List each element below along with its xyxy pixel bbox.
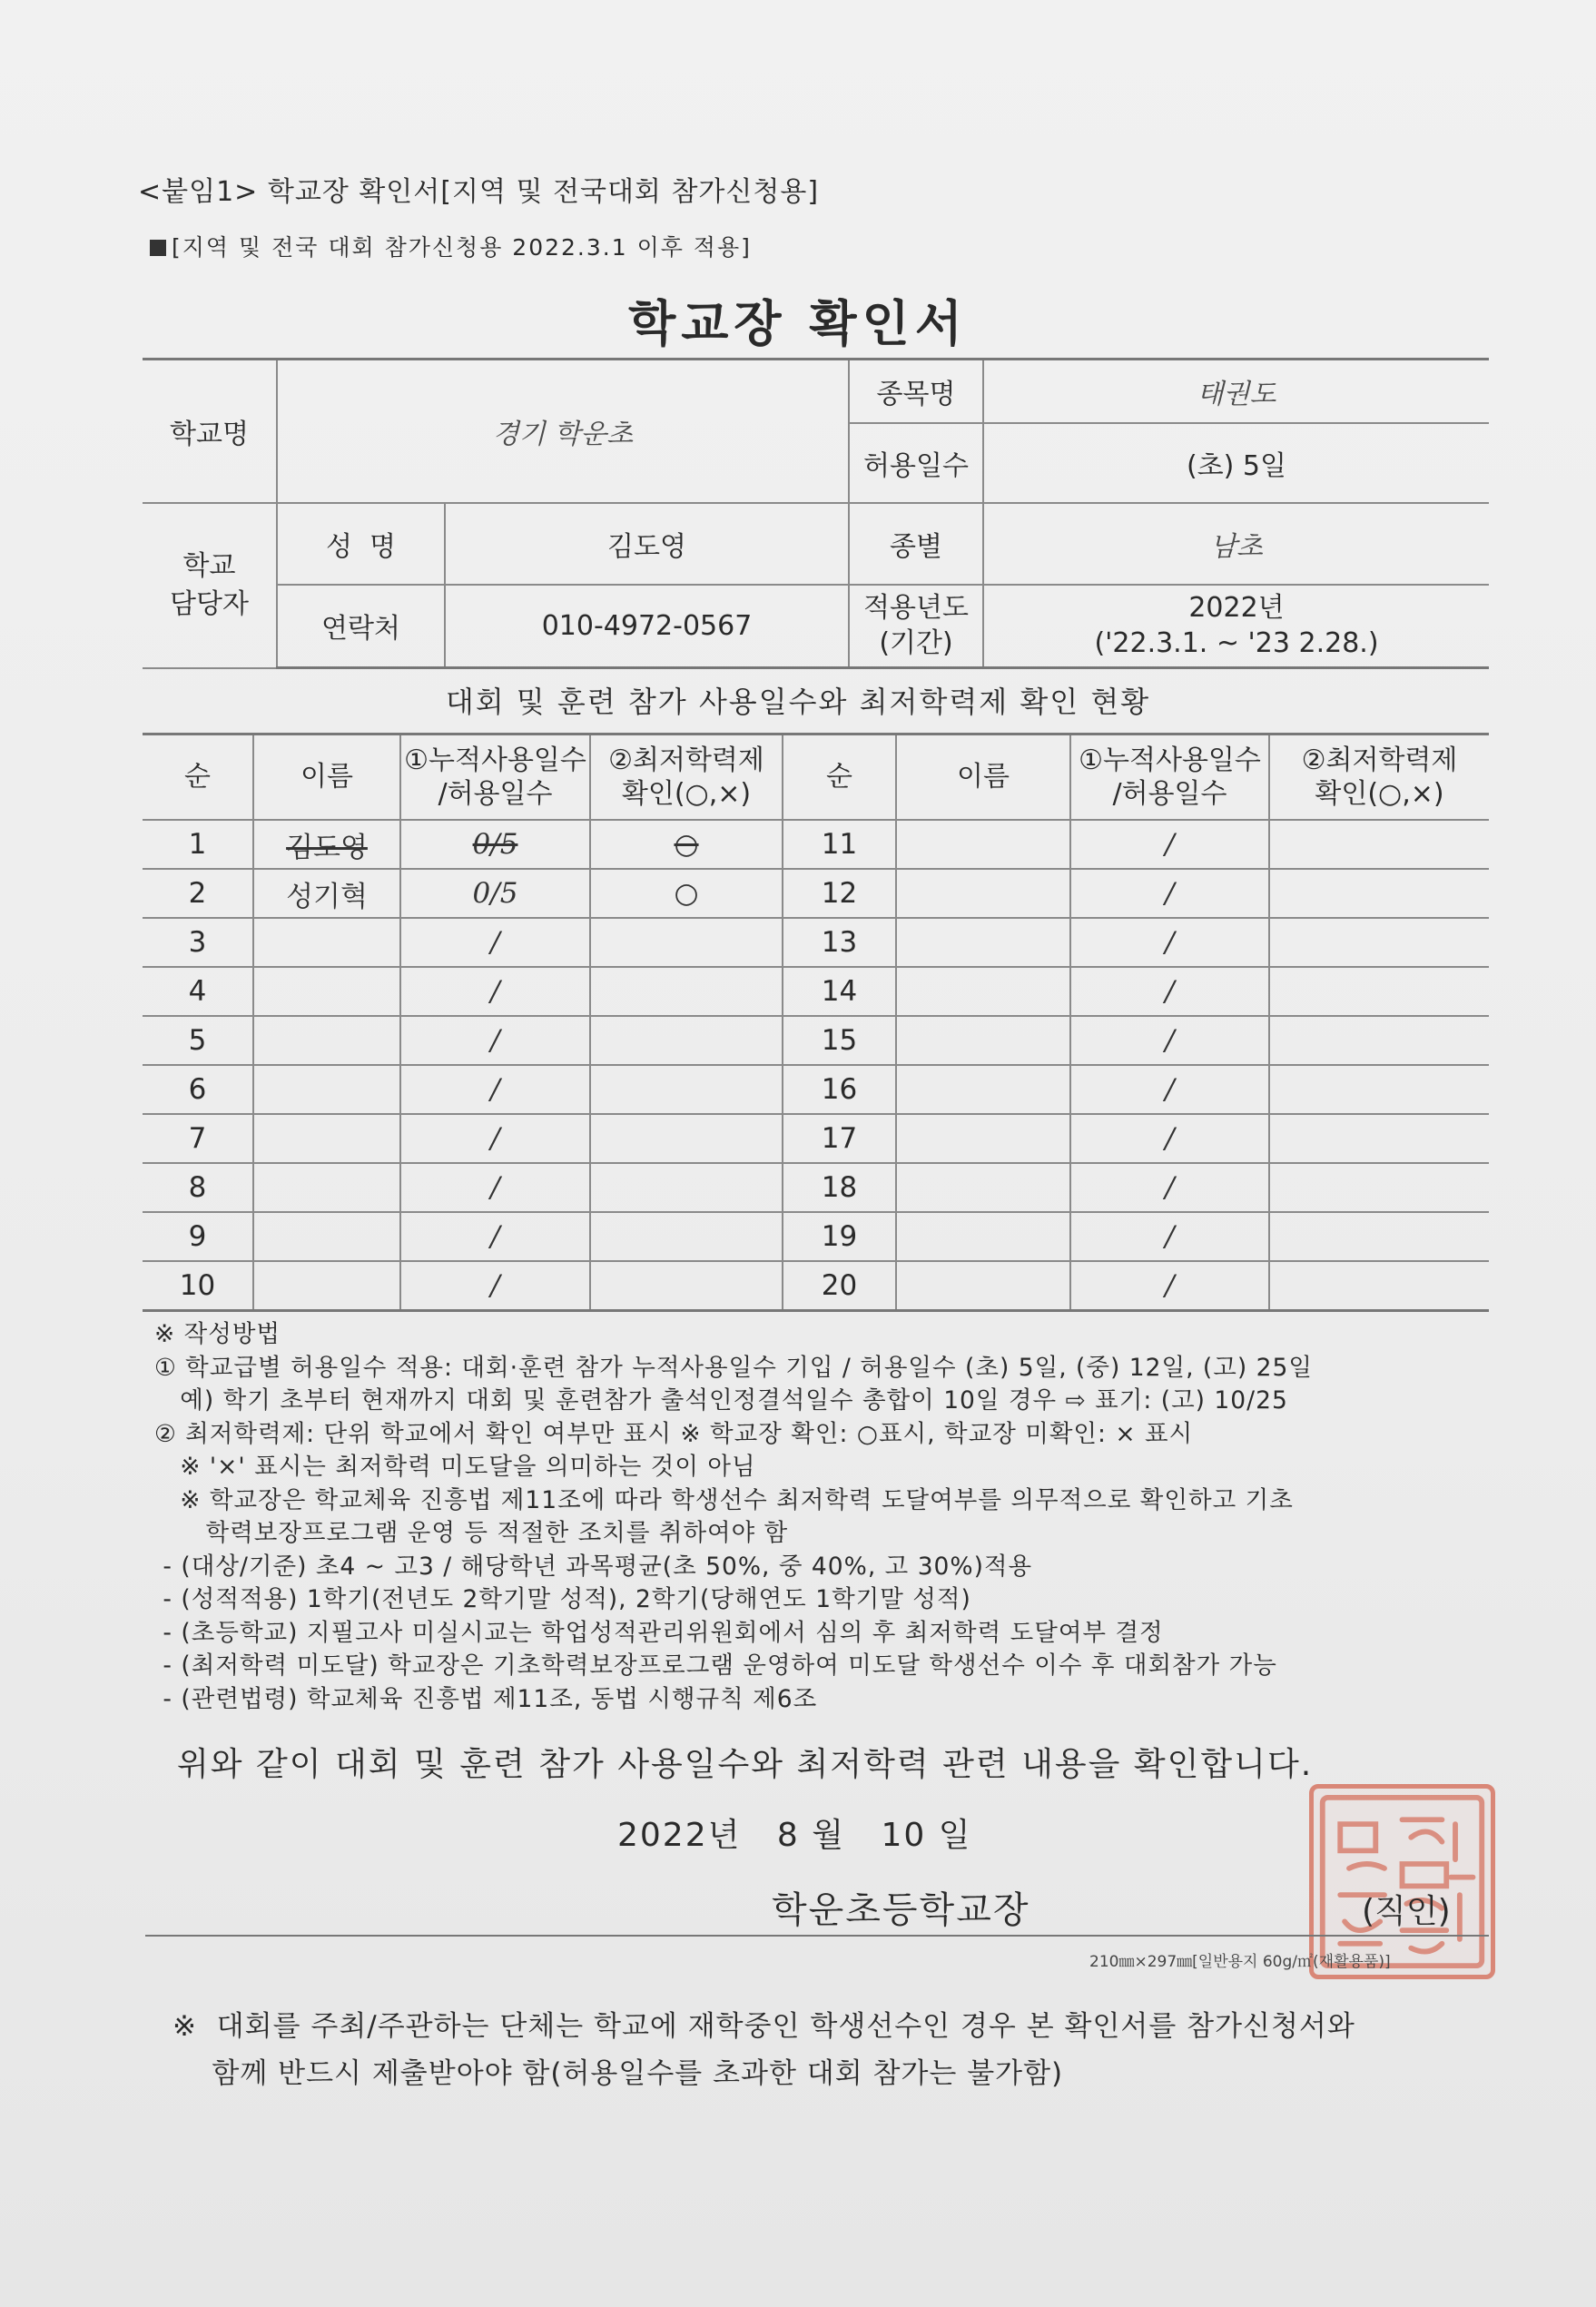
table-row xyxy=(143,820,1489,869)
table-row xyxy=(143,1261,1489,1311)
row-name xyxy=(896,869,1070,918)
row-check xyxy=(1269,967,1489,1016)
row-no: 8 xyxy=(143,1163,253,1212)
note-line: - (성적적용) 1학기(전년도 2학기말 성적), 2학기(당해연도 1학기말 성적) xyxy=(154,1585,971,1613)
row-no: 4 xyxy=(143,967,253,1016)
row-check xyxy=(590,1163,783,1212)
signature-divider xyxy=(145,1935,1489,1937)
row-no: 1 xyxy=(143,820,253,869)
row-no: 20 xyxy=(783,1261,896,1311)
date-day: 10 일 xyxy=(881,1817,972,1854)
row-name xyxy=(896,1261,1070,1311)
row-no: 12 xyxy=(783,869,896,918)
period-value: ('22.3.1. ~ '23 2.28.) xyxy=(1094,627,1379,660)
seal-icon xyxy=(1314,1789,1491,1975)
row-no: 5 xyxy=(143,1016,253,1065)
row-days: / xyxy=(400,1016,590,1065)
name-value: 김도영 xyxy=(445,503,849,585)
row-no: 14 xyxy=(783,967,896,1016)
note-line: ※ 학교장은 학교체육 진흥법 제11조에 따라 학생선수 최저학력 도달여부를 의무적으로 확인하고 기초 xyxy=(154,1485,1294,1514)
row-name xyxy=(896,1114,1070,1163)
row-no: 13 xyxy=(783,918,896,967)
footer-line: 함께 반드시 제출받아야 함(허용일수를 초과한 대회 참가는 불가함) xyxy=(172,2057,1064,2090)
row-check xyxy=(590,1065,783,1114)
row-name xyxy=(253,1114,400,1163)
row-check xyxy=(1269,820,1489,869)
note-line: - (대상/기준) 초4 ~ 고3 / 해당학년 과목평균(초 50%, 중 40%, 고 30%)적용 xyxy=(154,1552,1033,1581)
col-no-2: 순 xyxy=(783,734,896,821)
row-days: / xyxy=(1070,1065,1269,1114)
manager-label: 학교 담당자 xyxy=(143,503,277,668)
row-check xyxy=(1269,869,1489,918)
row-no: 3 xyxy=(143,918,253,967)
square-bullet-icon xyxy=(150,240,166,256)
school-value: 경기 학운초 xyxy=(277,360,849,503)
year-cell xyxy=(983,585,1489,668)
table-header-row xyxy=(143,734,1489,821)
date-month: 8 월 xyxy=(776,1817,845,1854)
row-days: / xyxy=(400,1261,590,1311)
row-check xyxy=(590,918,783,967)
table-row xyxy=(143,918,1489,967)
row-name xyxy=(896,820,1070,869)
row-check xyxy=(590,1114,783,1163)
year-label: 적용년도 (기간) xyxy=(849,585,983,668)
table-row xyxy=(143,1212,1489,1261)
sport-label: 종목명 xyxy=(849,360,983,423)
table-row xyxy=(143,869,1489,918)
row-days: / xyxy=(400,1163,590,1212)
table-row xyxy=(143,1065,1489,1114)
row-name xyxy=(896,1163,1070,1212)
row-check xyxy=(590,1212,783,1261)
row-check xyxy=(590,967,783,1016)
row-days: / xyxy=(400,1065,590,1114)
paper-spec: 210㎜×297㎜[일반용지 60g/㎡(재활용품)] xyxy=(1089,1953,1391,1971)
row-days: / xyxy=(400,967,590,1016)
note-line: ※ 작성방법 xyxy=(154,1320,281,1348)
footer-note xyxy=(172,2003,1355,2097)
gender-label: 종별 xyxy=(849,503,983,585)
row-check xyxy=(1269,1261,1489,1311)
row-days: / xyxy=(1070,820,1269,869)
row-days: / xyxy=(1070,1261,1269,1311)
row-no: 10 xyxy=(143,1261,253,1311)
allowed-days-value: (초) 5일 xyxy=(983,423,1489,503)
table-row xyxy=(143,1016,1489,1065)
row-check xyxy=(1269,1016,1489,1065)
year-value: 2022년 xyxy=(1188,592,1285,625)
row-name xyxy=(253,1212,400,1261)
row-name xyxy=(253,967,400,1016)
row-check xyxy=(1269,918,1489,967)
row-days: / xyxy=(1070,1212,1269,1261)
confirm-statement: 위와 같이 대회 및 훈련 참가 사용일수와 최저학력 관련 내용을 확인합니다. xyxy=(177,1746,1314,1783)
row-check: ○ xyxy=(590,869,783,918)
row-days: / xyxy=(1070,1016,1269,1065)
col-check: ②최저학력제 확인(○,×) xyxy=(590,734,783,821)
row-no: 7 xyxy=(143,1114,253,1163)
row-no: 17 xyxy=(783,1114,896,1163)
section-title: 대회 및 훈련 참가 사용일수와 최저학력제 확인 현황 xyxy=(445,685,1151,719)
col-days-2: ①누적사용일수 /허용일수 xyxy=(1070,734,1269,821)
row-no: 16 xyxy=(783,1065,896,1114)
col-check-2: ②최저학력제 확인(○,×) xyxy=(1269,734,1489,821)
row-no: 15 xyxy=(783,1016,896,1065)
row-days: 0/5 xyxy=(400,869,590,918)
row-check xyxy=(1269,1065,1489,1114)
principal-title: 학운초등학교장 xyxy=(772,1889,1030,1931)
date-year: 2022년 xyxy=(617,1817,742,1854)
gender-value: 남초 xyxy=(983,503,1489,585)
note-line: ① 학교급별 허용일수 적용: 대회·훈련 참가 누적사용일수 기입 / 허용일수 (초) 5일, (중) 12일, (고) 25일 xyxy=(154,1353,1313,1382)
row-no: 2 xyxy=(143,869,253,918)
name-label: 성 명 xyxy=(277,503,445,585)
row-name: 성기혁 xyxy=(253,869,400,918)
row-check xyxy=(1269,1114,1489,1163)
row-check xyxy=(1269,1212,1489,1261)
col-days: ①누적사용일수 /허용일수 xyxy=(400,734,590,821)
col-name: 이름 xyxy=(253,734,400,821)
note-line: 학력보장프로그램 운영 등 적절한 조치를 취하여야 함 xyxy=(154,1519,789,1547)
row-no: 9 xyxy=(143,1212,253,1261)
attachment-label: <붙임1> 학교장 확인서[지역 및 전국대회 참가신청용] xyxy=(138,176,820,208)
row-name xyxy=(253,1065,400,1114)
row-days: / xyxy=(1070,1163,1269,1212)
table-row xyxy=(143,1114,1489,1163)
instructions-notes xyxy=(154,1318,1313,1716)
row-check xyxy=(590,1016,783,1065)
issue-date xyxy=(617,1809,995,1856)
row-name: 김도영 xyxy=(253,820,400,869)
row-no: 19 xyxy=(783,1212,896,1261)
row-name xyxy=(896,967,1070,1016)
school-info-table xyxy=(143,358,1489,669)
row-check xyxy=(590,1261,783,1311)
note-line: - (관련법령) 학교체육 진흥법 제11조, 동법 시행규칙 제6조 xyxy=(154,1684,818,1713)
col-name-2: 이름 xyxy=(896,734,1070,821)
row-check: ○ xyxy=(590,820,783,869)
row-name xyxy=(253,1163,400,1212)
table-row xyxy=(143,1163,1489,1212)
subtitle-text: [지역 및 전국 대회 참가신청용 2022.3.1 이후 적용] xyxy=(172,234,752,261)
subtitle-line xyxy=(150,230,752,262)
table-row xyxy=(143,967,1489,1016)
row-days: / xyxy=(400,918,590,967)
row-name xyxy=(896,1016,1070,1065)
row-no: 6 xyxy=(143,1065,253,1114)
row-days: / xyxy=(1070,918,1269,967)
row-no: 11 xyxy=(783,820,896,869)
sport-value: 태권도 xyxy=(983,360,1489,423)
row-days: 0/5 xyxy=(400,820,590,869)
note-line: ※ '×' 표시는 최저학력 미도달을 의미하는 것이 아님 xyxy=(154,1453,756,1481)
row-name xyxy=(896,1212,1070,1261)
row-name xyxy=(253,1016,400,1065)
row-check xyxy=(1269,1163,1489,1212)
row-days: / xyxy=(400,1114,590,1163)
row-days: / xyxy=(400,1212,590,1261)
col-no: 순 xyxy=(143,734,253,821)
contact-value: 010-4972-0567 xyxy=(445,585,849,668)
row-name xyxy=(896,918,1070,967)
participant-table xyxy=(143,733,1489,1312)
row-name xyxy=(253,1261,400,1311)
contact-label: 연락처 xyxy=(277,585,445,668)
note-line: ② 최저학력제: 단위 학교에서 확인 여부만 표시 ※ 학교장 확인: ○표시, 학교장 미확인: × 표시 xyxy=(154,1419,1194,1448)
footer-line: ※ 대회를 주최/주관하는 단체는 학교에 재학중인 학생선수인 경우 본 확인서를 참가신청서와 xyxy=(172,2010,1355,2043)
document-title: 학교장 확인서 xyxy=(628,295,968,352)
row-days: / xyxy=(1070,1114,1269,1163)
note-line: 예) 학기 초부터 현재까지 대회 및 훈련참가 출석인정결석일수 총합이 10일 경우 ⇨ 표기: (고) 10/25 xyxy=(154,1386,1288,1415)
row-name xyxy=(253,918,400,967)
seal-label: (직인) xyxy=(1362,1893,1451,1930)
note-line: - (최저학력 미도달) 학교장은 기초학력보장프로그램 운영하여 미도달 학생선수 이수 후 대회참가 가능 xyxy=(154,1651,1277,1680)
row-days: / xyxy=(1070,869,1269,918)
allowed-days-label: 허용일수 xyxy=(849,423,983,503)
row-name xyxy=(896,1065,1070,1114)
school-label: 학교명 xyxy=(143,360,277,503)
row-days: / xyxy=(1070,967,1269,1016)
row-no: 18 xyxy=(783,1163,896,1212)
note-line: - (초등학교) 지필고사 미실시교는 학업성적관리위원회에서 심의 후 최저학력 도달여부 결정 xyxy=(154,1618,1164,1647)
